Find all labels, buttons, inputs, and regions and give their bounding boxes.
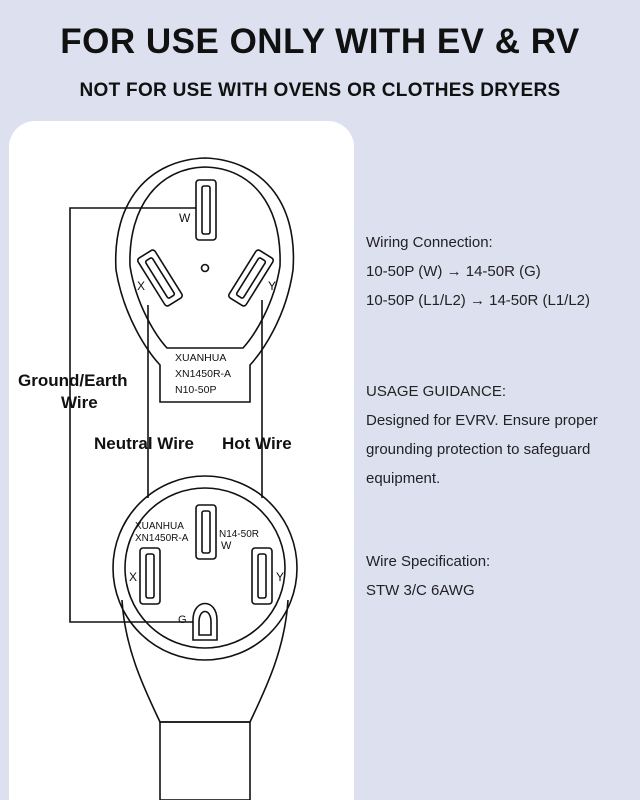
usage-guidance-line3: equipment. [366, 470, 441, 487]
ground-label-line2: Wire [61, 393, 98, 412]
wire-spec-value: STW 3/C 6AWG [366, 582, 475, 599]
receptacle-label-x: X [129, 570, 138, 584]
receptacle-type: N14-50R [219, 529, 260, 540]
plug-center-hole [202, 265, 209, 272]
receptacle-slot-x [140, 548, 160, 604]
wiring-connection-title: Wiring Connection: [366, 234, 493, 251]
wire-spec-title: Wire Specification: [366, 553, 491, 570]
page-title: FOR USE ONLY WITH EV & RV [60, 22, 580, 61]
usage-guidance-line2: grounding protection to safeguard [366, 441, 591, 458]
ground-label-line1: Ground/Earth [18, 371, 128, 390]
plug-label-y: Y [268, 279, 277, 293]
plug-blade-w [196, 180, 216, 240]
receptacle-brand: XUANHUA [135, 521, 184, 532]
plug-type: N10-50P [175, 384, 217, 396]
wire-spec-section [366, 547, 490, 605]
plug-label-x: X [137, 279, 146, 293]
wiring-connection-line1: 10-50P (W) → 14-50R (G) [366, 263, 541, 280]
receptacle-slot-y [252, 548, 272, 604]
receptacle-slot-w [196, 505, 216, 559]
page-subtitle: NOT FOR USE WITH OVENS OR CLOTHES DRYERS [79, 80, 561, 101]
plug-label-w: W [179, 211, 191, 225]
wiring-connection-line2: 10-50P (L1/L2) → 14-50R (L1/L2) [366, 292, 591, 309]
receptacle-label-y: Y [276, 570, 285, 584]
usage-guidance-title: USAGE GUIDANCE: [366, 383, 507, 400]
neutral-wire-label: Neutral Wire [94, 434, 194, 453]
plug-blade-y [228, 249, 275, 307]
plug-model: XN1450R-A [175, 368, 232, 380]
plug-blade-x [137, 249, 184, 307]
plug-brand: XUANHUA [175, 352, 227, 364]
wiring-connection-section [366, 228, 590, 315]
receptacle-label-g: G [178, 614, 187, 626]
receptacle-label-w: W [221, 540, 232, 552]
receptacle-model: XN1450R-A [135, 533, 189, 544]
usage-guidance-line1: Designed for EVRV. Ensure proper [366, 412, 598, 429]
receptacle-slot-g [193, 604, 217, 641]
ground-wire [70, 208, 196, 622]
hot-wire-label: Hot Wire [222, 434, 292, 453]
usage-guidance-section [366, 377, 598, 493]
